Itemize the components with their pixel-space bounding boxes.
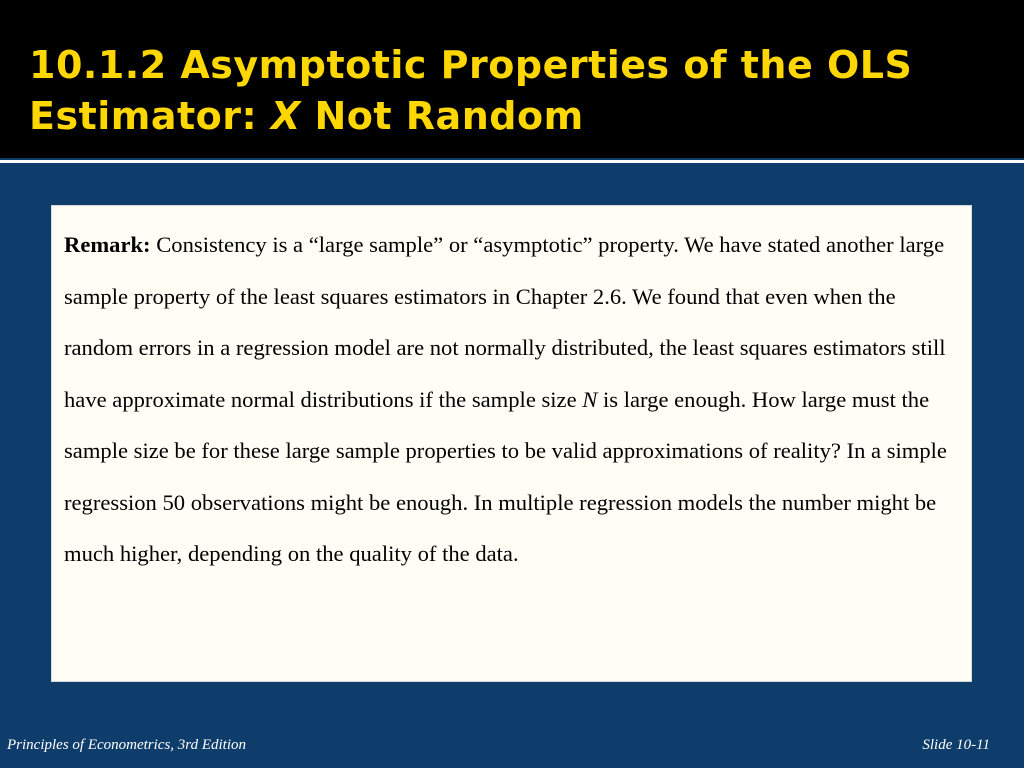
title-line-1: 10.1.2 Asymptotic Properties of the OLS [29, 43, 913, 87]
remark-variable-n: N [582, 386, 598, 412]
slide-title [29, 40, 912, 142]
title-line-2-prefix: Estimator: [29, 94, 271, 138]
footer-book-title: Principles of Econometrics, 3rd Edition [7, 737, 246, 753]
title-variable-x: X [270, 94, 301, 138]
remark-box [51, 205, 972, 682]
title-line-2-suffix: Not Random [300, 94, 584, 138]
remark-text-part-2: is large enough. How large must the sample size be for these large sample properties to be valid approximations of reality? In a simple regression 50 observations might be enough. In multiple regression models the number might be much higher, depending on the quality of the data. [64, 386, 947, 566]
remark-paragraph [64, 219, 964, 580]
title-divider [0, 160, 1024, 163]
footer-slide-number: Slide 10-11 [922, 737, 990, 753]
title-bar [0, 0, 1024, 158]
remark-text-part-1: Consistency is a “large sample” or “asymptotic” property. We have stated another large sample property of the least squares estimators in Chapter 2.6. We found that even when the random errors in a regression model are not normally distributed, the least squares estimators still have approximate normal distributions if the sample size [64, 232, 946, 412]
remark-label: Remark: [64, 232, 151, 257]
